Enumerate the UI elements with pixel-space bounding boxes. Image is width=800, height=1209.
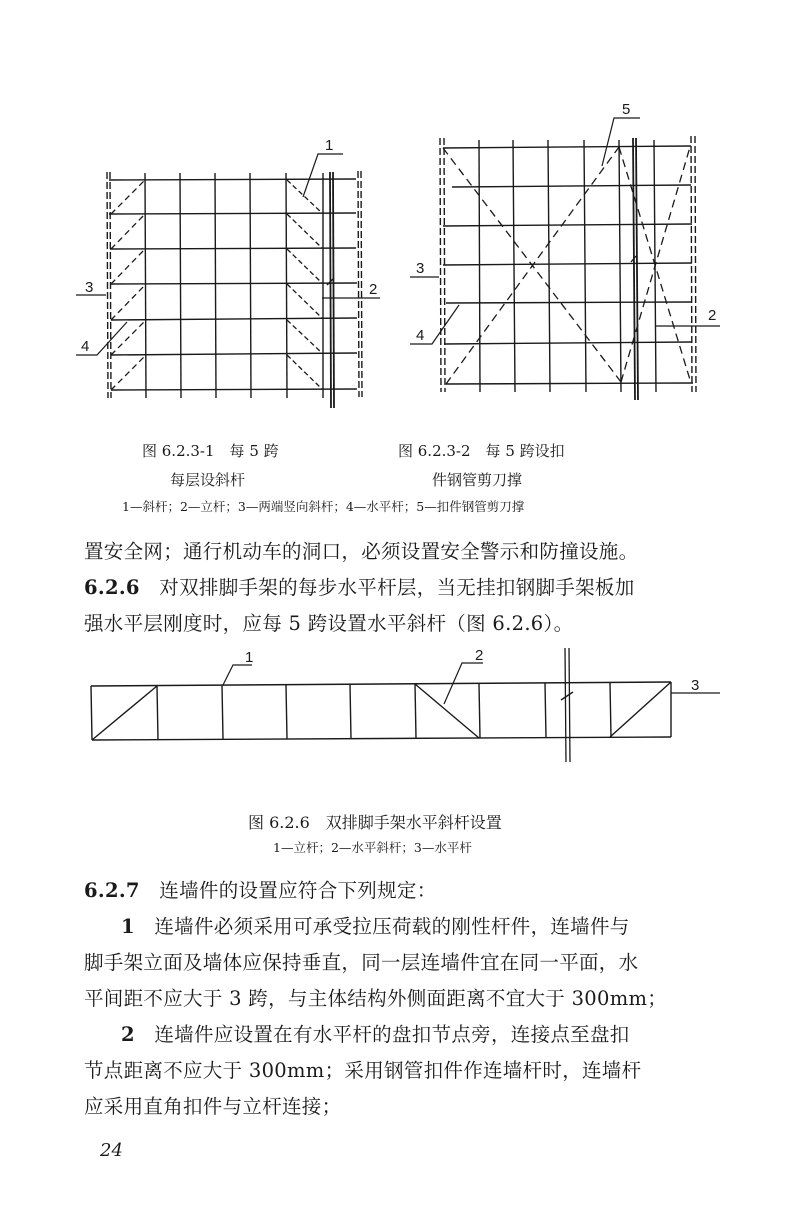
clause-6-2-7-heading xyxy=(84,875,437,903)
figure-6-2-3-1-caption-line2: 每层设斜杆 xyxy=(170,471,246,489)
callout-2: 2 xyxy=(708,307,717,324)
item-number: 1 xyxy=(121,915,135,938)
figure-6-2-6-caption: 图 6.2.6 双排脚手架水平斜杆设置 xyxy=(248,813,502,832)
figure-6-2-3-legend: 1—斜杆；2—立杆；3—两端竖向斜杆；4—水平杆；5—扣件钢管剪刀撑 xyxy=(122,499,525,514)
callout-4: 4 xyxy=(416,327,425,344)
item-number: 2 xyxy=(121,1023,135,1046)
continuation-line: 置安全网；通行机动车的洞口，必须设置安全警示和防撞设施。 xyxy=(84,540,639,563)
callout-1: 1 xyxy=(245,649,254,666)
figure-6-2-3-2-caption-line1: 图 6.2.3-2 每 5 跨设扣 xyxy=(398,442,565,460)
item-1-line2: 脚手架立面及墙体应保持垂直，同一层连墙件宜在同一平面，水 xyxy=(84,951,639,974)
item-text: 连墙件应设置在有水平杆的盘扣节点旁，连接点至盘扣 xyxy=(154,1023,630,1046)
callout-2: 2 xyxy=(369,281,378,298)
callout-1: 1 xyxy=(325,137,334,154)
clause-6-2-6-line2: 强水平层刚度时，应每 5 跨设置水平斜杆（图 6.2.6）。 xyxy=(84,612,574,635)
callout-4: 4 xyxy=(81,338,90,355)
callout-3: 3 xyxy=(416,260,425,277)
figure-6-2-3-1-caption-line1: 图 6.2.3-1 每 5 跨 xyxy=(142,442,279,460)
item-2-line1 xyxy=(121,1019,630,1047)
clause-title: 连墙件的设置应符合下列规定： xyxy=(159,879,437,902)
callout-3: 3 xyxy=(691,677,700,694)
callout-2: 2 xyxy=(475,647,484,664)
item-2-line2: 节点距离不应大于 300mm；采用钢管扣件作连墙杆时，连墙杆 xyxy=(84,1059,642,1082)
figure-6-2-6-legend: 1—立杆；2—水平斜杆；3—水平杆 xyxy=(273,840,472,855)
item-2-line3: 应采用直角扣件与立杆连接； xyxy=(84,1095,342,1118)
item-1-line1 xyxy=(121,911,630,939)
callout-3: 3 xyxy=(85,279,94,296)
item-text: 连墙件必须采用可承受拉压荷载的刚性杆件，连墙件与 xyxy=(154,915,630,938)
callout-5: 5 xyxy=(622,101,631,118)
clause-number: 6.2.6 xyxy=(84,576,140,599)
page-number: 24 xyxy=(100,1140,123,1161)
clause-text: 对双排脚手架的每步水平杆层，当无挂扣钢脚手架板加 xyxy=(159,576,635,599)
clause-number: 6.2.7 xyxy=(84,879,140,902)
item-1-line3: 平间距不应大于 3 跨，与主体结构外侧面距离不宜大于 300mm； xyxy=(84,987,668,1010)
figure-6-2-3-2-caption-line2: 件钢管剪刀撑 xyxy=(432,471,523,489)
